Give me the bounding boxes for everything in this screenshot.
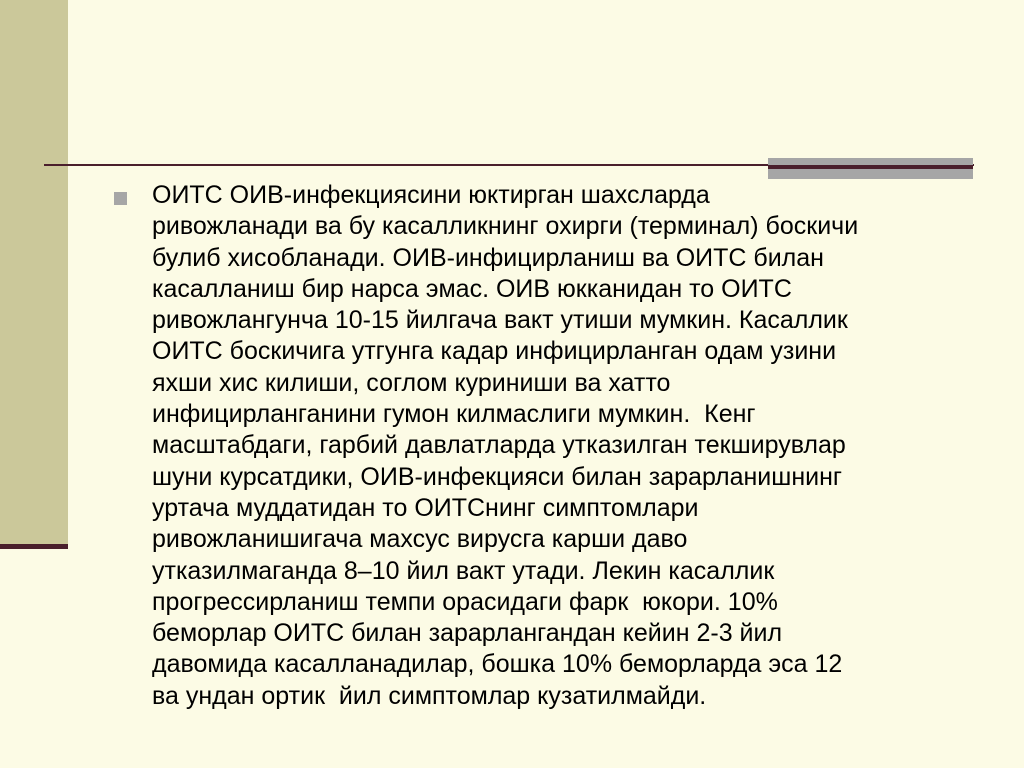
decorative-side-band: [0, 0, 68, 546]
paragraph-line: уртача муддатидан то ОИТСнинг симптомлари: [152, 493, 699, 522]
paragraph-line: шуни курсатдики, ОИВ-инфекцияси билан зарарланишнинг: [152, 462, 843, 491]
accent-stripe-top: [768, 158, 973, 165]
side-band-underline: [0, 544, 68, 549]
paragraph-line: давомида касалланадилар, бошка 10% беморларда эса 12: [152, 650, 843, 679]
paragraph-line: ривожлангунча 10-15 йилгача вакт утиши мумкин. Касаллик: [152, 306, 848, 335]
paragraph-line: ва ундан ортик йил симптомлар кузатилмайди.: [152, 681, 707, 710]
paragraph-line: ривожланишигача махсус вирусга карши даво: [152, 525, 688, 554]
paragraph-line: ОИТС боскичига утгунга кадар инфицирланган одам узини: [152, 337, 837, 366]
bullet-square-icon: [114, 192, 127, 205]
paragraph-line: ривожланади ва бу касалликнинг охирги (терминал) боскичи: [152, 212, 859, 241]
paragraph-line: масштабдаги, гарбий давлатларда утказилган текширувлар: [152, 431, 846, 460]
paragraph-line: касалланиш бир нарса эмас. ОИВ юкканидан то ОИТС: [152, 274, 792, 303]
accent-stripes: [768, 158, 973, 179]
paragraph-line: утказилмаганда 8–10 йил вакт утади. Лекин касаллик: [152, 556, 775, 585]
paragraph-line: булиб хисобланади. ОИВ-инфицирланиш ва ОИТС билан: [152, 243, 824, 272]
paragraph-line: прогрессирланиш темпи орасидаги фарк юкори. 10%: [152, 587, 778, 616]
paragraph-line: ОИТС ОИВ-инфекциясини юктирган шахсларда: [152, 181, 710, 209]
accent-stripe-bottom: [768, 169, 973, 179]
paragraph-line: беморлар ОИТС билан зарарлангандан кейин 2-3 йил: [152, 619, 783, 648]
slide-body-paragraph: [152, 180, 982, 712]
paragraph-line: яхши хис килиши, соглом куриниши ва хатто: [152, 368, 671, 397]
paragraph-line: инфицирланганини гумон килмаслиги мумкин. Кенг: [152, 400, 756, 429]
